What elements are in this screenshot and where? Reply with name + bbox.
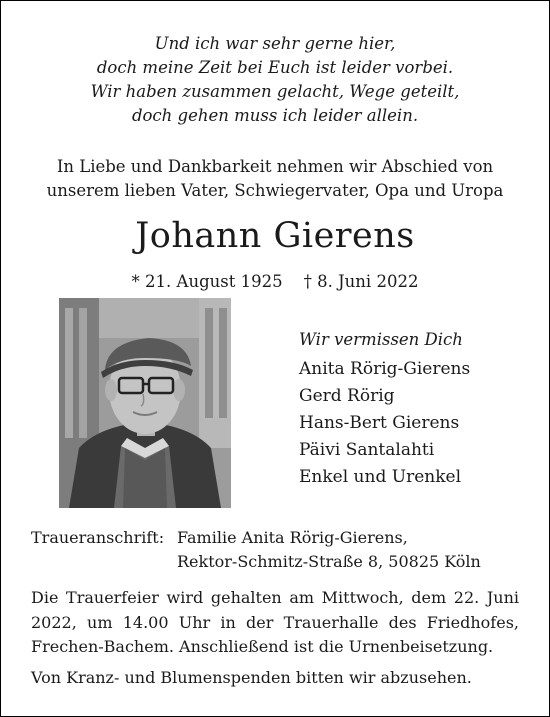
intro-line: In Liebe und Dankbarkeit nehmen wir Abschied von bbox=[56, 157, 494, 176]
intro-line: unserem lieben Vater, Schwiegervater, Opa und Uropa bbox=[46, 181, 504, 200]
poem bbox=[0, 32, 550, 128]
portrait-illustration bbox=[59, 298, 231, 508]
portrait-photo bbox=[59, 298, 231, 508]
deceased-name: Johann Gierens bbox=[135, 216, 415, 256]
mourner-name: Anita Rörig-Gierens bbox=[299, 359, 471, 379]
address-line-2: Rektor-Schmitz-Straße 8, 50825 Köln bbox=[177, 552, 481, 571]
intro-text bbox=[0, 155, 550, 203]
poem-line: doch gehen muss ich leider allein. bbox=[131, 106, 419, 125]
mourner-name: Enkel und Urenkel bbox=[299, 467, 462, 487]
mourners-heading: Wir vermissen Dich bbox=[299, 330, 463, 349]
funeral-service-text: Die Trauerfeier wird gehalten am Mittwoch, dem 22. Juni 2022, um 14.00 Uhr in der Trauerhalle des Friedhofes, Frechen-Bachem. Anschließend ist die Urnenbeisetzung. bbox=[31, 588, 519, 656]
poem-line: Und ich war sehr gerne hier, bbox=[154, 34, 396, 53]
mourner-name: Gerd Rörig bbox=[299, 386, 395, 406]
poem-line: Wir haben zusammen gelacht, Wege geteilt, bbox=[90, 82, 460, 101]
flowers-note: Von Kranz- und Blumenspenden bitten wir abzusehen. bbox=[31, 668, 472, 687]
poem-line: doch meine Zeit bei Euch ist leider vorbei. bbox=[96, 58, 454, 77]
address-line-1: Familie Anita Rörig-Gierens, bbox=[177, 528, 408, 547]
mourner-name: Päivi Santalahti bbox=[299, 440, 435, 460]
life-dates: * 21. August 1925 † 8. Juni 2022 bbox=[131, 272, 419, 291]
address-label: Traueranschrift: bbox=[31, 528, 165, 547]
mourners-list bbox=[299, 328, 539, 491]
mourner-name: Hans-Bert Gierens bbox=[299, 413, 460, 433]
